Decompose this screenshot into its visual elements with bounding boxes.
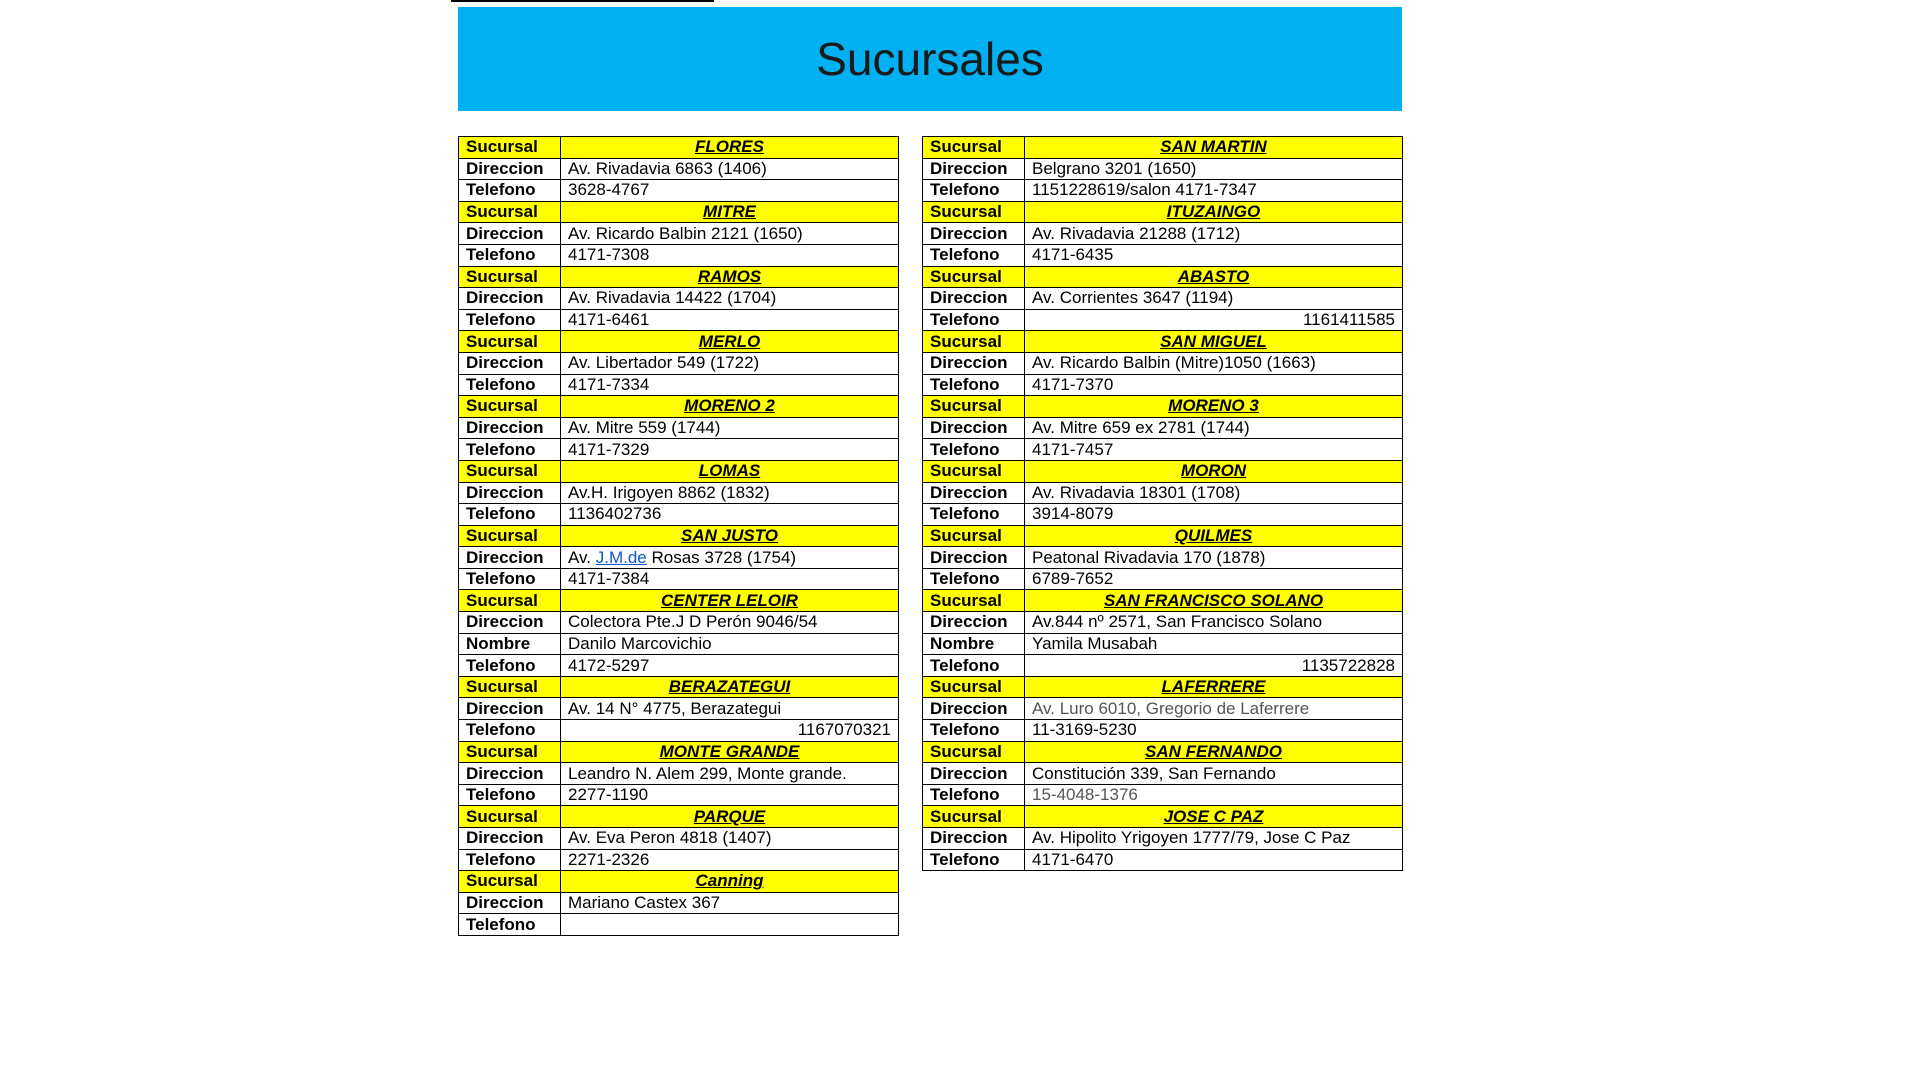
phone-row (459, 568, 899, 590)
sucursal-label: Sucursal (923, 525, 1025, 547)
telefono-label: Telefono (459, 720, 561, 742)
branch-phone: 4171-6435 (1025, 244, 1403, 266)
branch-address: Av. Ricardo Balbin 2121 (1650) (561, 223, 899, 245)
branch-header-row (923, 396, 1403, 418)
address-row (459, 547, 899, 569)
direccion-label: Direccion (459, 547, 561, 569)
branch-name: CENTER LELOIR (561, 590, 899, 612)
phone-row (923, 784, 1403, 806)
branch-address: Av. Rivadavia 21288 (1712) (1025, 223, 1403, 245)
branch-phone: 1161411585 (1025, 309, 1403, 331)
title-banner (458, 7, 1402, 111)
branch-header-row (459, 396, 899, 418)
branch-header-row (459, 590, 899, 612)
branch-address: Av. Rivadavia 14422 (1704) (561, 288, 899, 310)
branch-phone: 4171-7370 (1025, 374, 1403, 396)
phone-row (459, 309, 899, 331)
contact-name-row (459, 633, 899, 655)
address-suffix: Rosas 3728 (1754) (646, 547, 797, 567)
nombre-label: Nombre (459, 633, 561, 655)
phone-row (459, 655, 899, 677)
address-row (459, 417, 899, 439)
branch-name: FLORES (561, 137, 899, 159)
address-row (459, 698, 899, 720)
sucursal-label: Sucursal (459, 525, 561, 547)
address-row (923, 417, 1403, 439)
branch-name: MONTE GRANDE (561, 741, 899, 763)
address-link[interactable]: J.M.de (595, 547, 647, 567)
telefono-label: Telefono (459, 180, 561, 202)
branch-name: JOSE C PAZ (1025, 806, 1403, 828)
phone-row (923, 244, 1403, 266)
branch-address: Av. Eva Peron 4818 (1407) (561, 828, 899, 850)
branch-address: Av.844 nº 2571, San Francisco Solano (1025, 612, 1403, 634)
address-row (923, 223, 1403, 245)
direccion-label: Direccion (459, 482, 561, 504)
branch-header-row (923, 525, 1403, 547)
address-row (459, 352, 899, 374)
phone-row (923, 568, 1403, 590)
telefono-label: Telefono (923, 784, 1025, 806)
telefono-label: Telefono (459, 655, 561, 677)
branch-name: MITRE (561, 201, 899, 223)
telefono-label: Telefono (923, 849, 1025, 871)
telefono-label: Telefono (459, 244, 561, 266)
direccion-label: Direccion (459, 828, 561, 850)
sucursal-label: Sucursal (459, 266, 561, 288)
sucursal-label: Sucursal (459, 741, 561, 763)
phone-row (459, 914, 899, 936)
phone-row (923, 439, 1403, 461)
branch-address: Peatonal Rivadavia 170 (1878) (1025, 547, 1403, 569)
direccion-label: Direccion (923, 698, 1025, 720)
branch-address: Av. 14 N° 4775, Berazategui (561, 698, 899, 720)
direccion-label: Direccion (923, 158, 1025, 180)
direccion-label: Direccion (459, 288, 561, 310)
branch-name: MERLO (561, 331, 899, 353)
phone-row (923, 180, 1403, 202)
branch-name: SAN FERNANDO (1025, 741, 1403, 763)
phone-row (923, 655, 1403, 677)
address-row (459, 828, 899, 850)
branch-header-row (923, 676, 1403, 698)
branch-name: ITUZAINGO (1025, 201, 1403, 223)
phone-row (923, 374, 1403, 396)
direccion-label: Direccion (923, 547, 1025, 569)
branch-phone: 2277-1190 (561, 784, 899, 806)
telefono-label: Telefono (459, 439, 561, 461)
branch-name: MORENO 3 (1025, 396, 1403, 418)
direccion-label: Direccion (459, 352, 561, 374)
address-row (923, 612, 1403, 634)
branch-header-row (923, 806, 1403, 828)
sucursal-label: Sucursal (923, 201, 1025, 223)
phone-row (459, 784, 899, 806)
telefono-label: Telefono (923, 309, 1025, 331)
direccion-label: Direccion (459, 763, 561, 785)
branch-address: Av. Luro 6010, Gregorio de Laferrere (1025, 698, 1403, 720)
telefono-label: Telefono (923, 720, 1025, 742)
direccion-label: Direccion (923, 612, 1025, 634)
telefono-label: Telefono (459, 504, 561, 526)
address-row (459, 288, 899, 310)
branch-name: MORENO 2 (561, 396, 899, 418)
branches-table-left (458, 136, 899, 936)
branch-header-row (459, 525, 899, 547)
branch-phone: 6789-7652 (1025, 568, 1403, 590)
branch-address: Belgrano 3201 (1650) (1025, 158, 1403, 180)
phone-row (459, 720, 899, 742)
branch-phone: 1151228619/salon 4171-7347 (1025, 180, 1403, 202)
branch-address: Av. Ricardo Balbin (Mitre)1050 (1663) (1025, 352, 1403, 374)
address-row (923, 698, 1403, 720)
telefono-label: Telefono (459, 568, 561, 590)
branch-phone: 4171-6461 (561, 309, 899, 331)
sucursal-label: Sucursal (923, 331, 1025, 353)
direccion-label: Direccion (459, 158, 561, 180)
sucursal-label: Sucursal (923, 741, 1025, 763)
direccion-label: Direccion (923, 223, 1025, 245)
branch-name: LOMAS (561, 460, 899, 482)
branch-header-row (923, 266, 1403, 288)
phone-row (459, 439, 899, 461)
branch-address: Av. Hipolito Yrigoyen 1777/79, Jose C Paz (1025, 828, 1403, 850)
branch-header-row (459, 331, 899, 353)
telefono-label: Telefono (923, 504, 1025, 526)
phone-row (459, 504, 899, 526)
direccion-label: Direccion (459, 612, 561, 634)
phone-row (923, 849, 1403, 871)
sucursal-label: Sucursal (459, 396, 561, 418)
branch-name: MORON (1025, 460, 1403, 482)
branch-header-row (459, 741, 899, 763)
telefono-label: Telefono (923, 180, 1025, 202)
branch-header-row (459, 676, 899, 698)
branch-address: Constitución 339, San Fernando (1025, 763, 1403, 785)
branch-address (561, 547, 899, 569)
branch-address: Av. Corrientes 3647 (1194) (1025, 288, 1403, 310)
branch-name: PARQUE (561, 806, 899, 828)
sucursal-label: Sucursal (459, 331, 561, 353)
branch-phone: 4171-7334 (561, 374, 899, 396)
branch-header-row (923, 137, 1403, 159)
sucursal-label: Sucursal (459, 137, 561, 159)
sucursal-label: Sucursal (923, 590, 1025, 612)
branch-address: Av. Rivadavia 18301 (1708) (1025, 482, 1403, 504)
address-row (923, 288, 1403, 310)
branch-name: Canning (561, 871, 899, 893)
branch-name: SAN FRANCISCO SOLANO (1025, 590, 1403, 612)
direccion-label: Direccion (923, 763, 1025, 785)
branch-name: SAN JUSTO (561, 525, 899, 547)
telefono-label: Telefono (923, 374, 1025, 396)
branch-phone: 4171-7457 (1025, 439, 1403, 461)
contact-name: Yamila Musabah (1025, 633, 1403, 655)
telefono-label: Telefono (459, 374, 561, 396)
branch-name: QUILMES (1025, 525, 1403, 547)
sucursal-label: Sucursal (923, 460, 1025, 482)
sucursal-label: Sucursal (923, 266, 1025, 288)
top-border-line (451, 0, 714, 2)
branch-name: SAN MARTIN (1025, 137, 1403, 159)
branch-phone: 3628-4767 (561, 180, 899, 202)
sucursal-label: Sucursal (459, 201, 561, 223)
direccion-label: Direccion (459, 417, 561, 439)
direccion-label: Direccion (923, 417, 1025, 439)
address-row (923, 828, 1403, 850)
phone-row (923, 309, 1403, 331)
branch-address: Av. Mitre 659 ex 2781 (1744) (1025, 417, 1403, 439)
phone-row (459, 244, 899, 266)
telefono-label: Telefono (923, 244, 1025, 266)
address-row (459, 612, 899, 634)
branch-header-row (923, 741, 1403, 763)
branch-phone: 3914-8079 (1025, 504, 1403, 526)
branch-address: Av. Libertador 549 (1722) (561, 352, 899, 374)
branch-header-row (923, 590, 1403, 612)
branch-phone: 4171-6470 (1025, 849, 1403, 871)
branch-phone: 4171-7308 (561, 244, 899, 266)
address-row (923, 763, 1403, 785)
address-row (459, 892, 899, 914)
sucursal-label: Sucursal (459, 460, 561, 482)
sucursal-label: Sucursal (459, 806, 561, 828)
branch-address: Av.H. Irigoyen 8862 (1832) (561, 482, 899, 504)
sucursal-label: Sucursal (459, 676, 561, 698)
sucursal-label: Sucursal (923, 676, 1025, 698)
branches-table-right (922, 136, 1403, 871)
branch-header-row (459, 201, 899, 223)
sucursal-label: Sucursal (923, 806, 1025, 828)
direccion-label: Direccion (923, 288, 1025, 310)
address-row (459, 482, 899, 504)
direccion-label: Direccion (923, 828, 1025, 850)
sucursal-label: Sucursal (459, 871, 561, 893)
phone-row (459, 180, 899, 202)
telefono-label: Telefono (459, 784, 561, 806)
branch-phone: 11-3169-5230 (1025, 720, 1403, 742)
branch-header-row (459, 266, 899, 288)
branch-address: Mariano Castex 367 (561, 892, 899, 914)
branch-name: LAFERRERE (1025, 676, 1403, 698)
branch-header-row (923, 460, 1403, 482)
sucursal-label: Sucursal (923, 396, 1025, 418)
phone-row (923, 720, 1403, 742)
telefono-label: Telefono (459, 914, 561, 936)
address-row (923, 352, 1403, 374)
branch-phone: 4171-7384 (561, 568, 899, 590)
page-title: Sucursales (816, 33, 1044, 85)
branch-header-row (923, 201, 1403, 223)
address-row (923, 482, 1403, 504)
address-row (459, 763, 899, 785)
branch-header-row (459, 460, 899, 482)
direccion-label: Direccion (459, 698, 561, 720)
direccion-label: Direccion (459, 892, 561, 914)
branch-name: BERAZATEGUI (561, 676, 899, 698)
telefono-label: Telefono (923, 568, 1025, 590)
nombre-label: Nombre (923, 633, 1025, 655)
branch-name: ABASTO (1025, 266, 1403, 288)
address-prefix: Av. (568, 547, 596, 567)
branch-phone: 1167070321 (561, 720, 899, 742)
address-row (923, 547, 1403, 569)
branch-phone (561, 914, 899, 936)
branch-phone: 4172-5297 (561, 655, 899, 677)
branch-address: Leandro N. Alem 299, Monte grande. (561, 763, 899, 785)
branch-header-row (923, 331, 1403, 353)
telefono-label: Telefono (459, 309, 561, 331)
branch-address: Av. Rivadavia 6863 (1406) (561, 158, 899, 180)
branch-address: Av. Mitre 559 (1744) (561, 417, 899, 439)
branch-phone: 15-4048-1376 (1025, 784, 1403, 806)
address-row (459, 158, 899, 180)
direccion-label: Direccion (923, 352, 1025, 374)
branch-header-row (459, 871, 899, 893)
address-row (459, 223, 899, 245)
contact-name: Danilo Marcovichio (561, 633, 899, 655)
phone-row (923, 504, 1403, 526)
branch-address: Colectora Pte.J D Perón 9046/54 (561, 612, 899, 634)
branch-phone: 1135722828 (1025, 655, 1403, 677)
phone-row (459, 374, 899, 396)
phone-row (459, 849, 899, 871)
sucursal-label: Sucursal (923, 137, 1025, 159)
branch-name: SAN MIGUEL (1025, 331, 1403, 353)
branch-name: RAMOS (561, 266, 899, 288)
sucursal-label: Sucursal (459, 590, 561, 612)
contact-name-row (923, 633, 1403, 655)
branch-phone: 1136402736 (561, 504, 899, 526)
direccion-label: Direccion (923, 482, 1025, 504)
telefono-label: Telefono (923, 655, 1025, 677)
branch-phone: 2271-2326 (561, 849, 899, 871)
direccion-label: Direccion (459, 223, 561, 245)
telefono-label: Telefono (459, 849, 561, 871)
address-row (923, 158, 1403, 180)
telefono-label: Telefono (923, 439, 1025, 461)
branch-phone: 4171-7329 (561, 439, 899, 461)
branch-header-row (459, 137, 899, 159)
branch-header-row (459, 806, 899, 828)
